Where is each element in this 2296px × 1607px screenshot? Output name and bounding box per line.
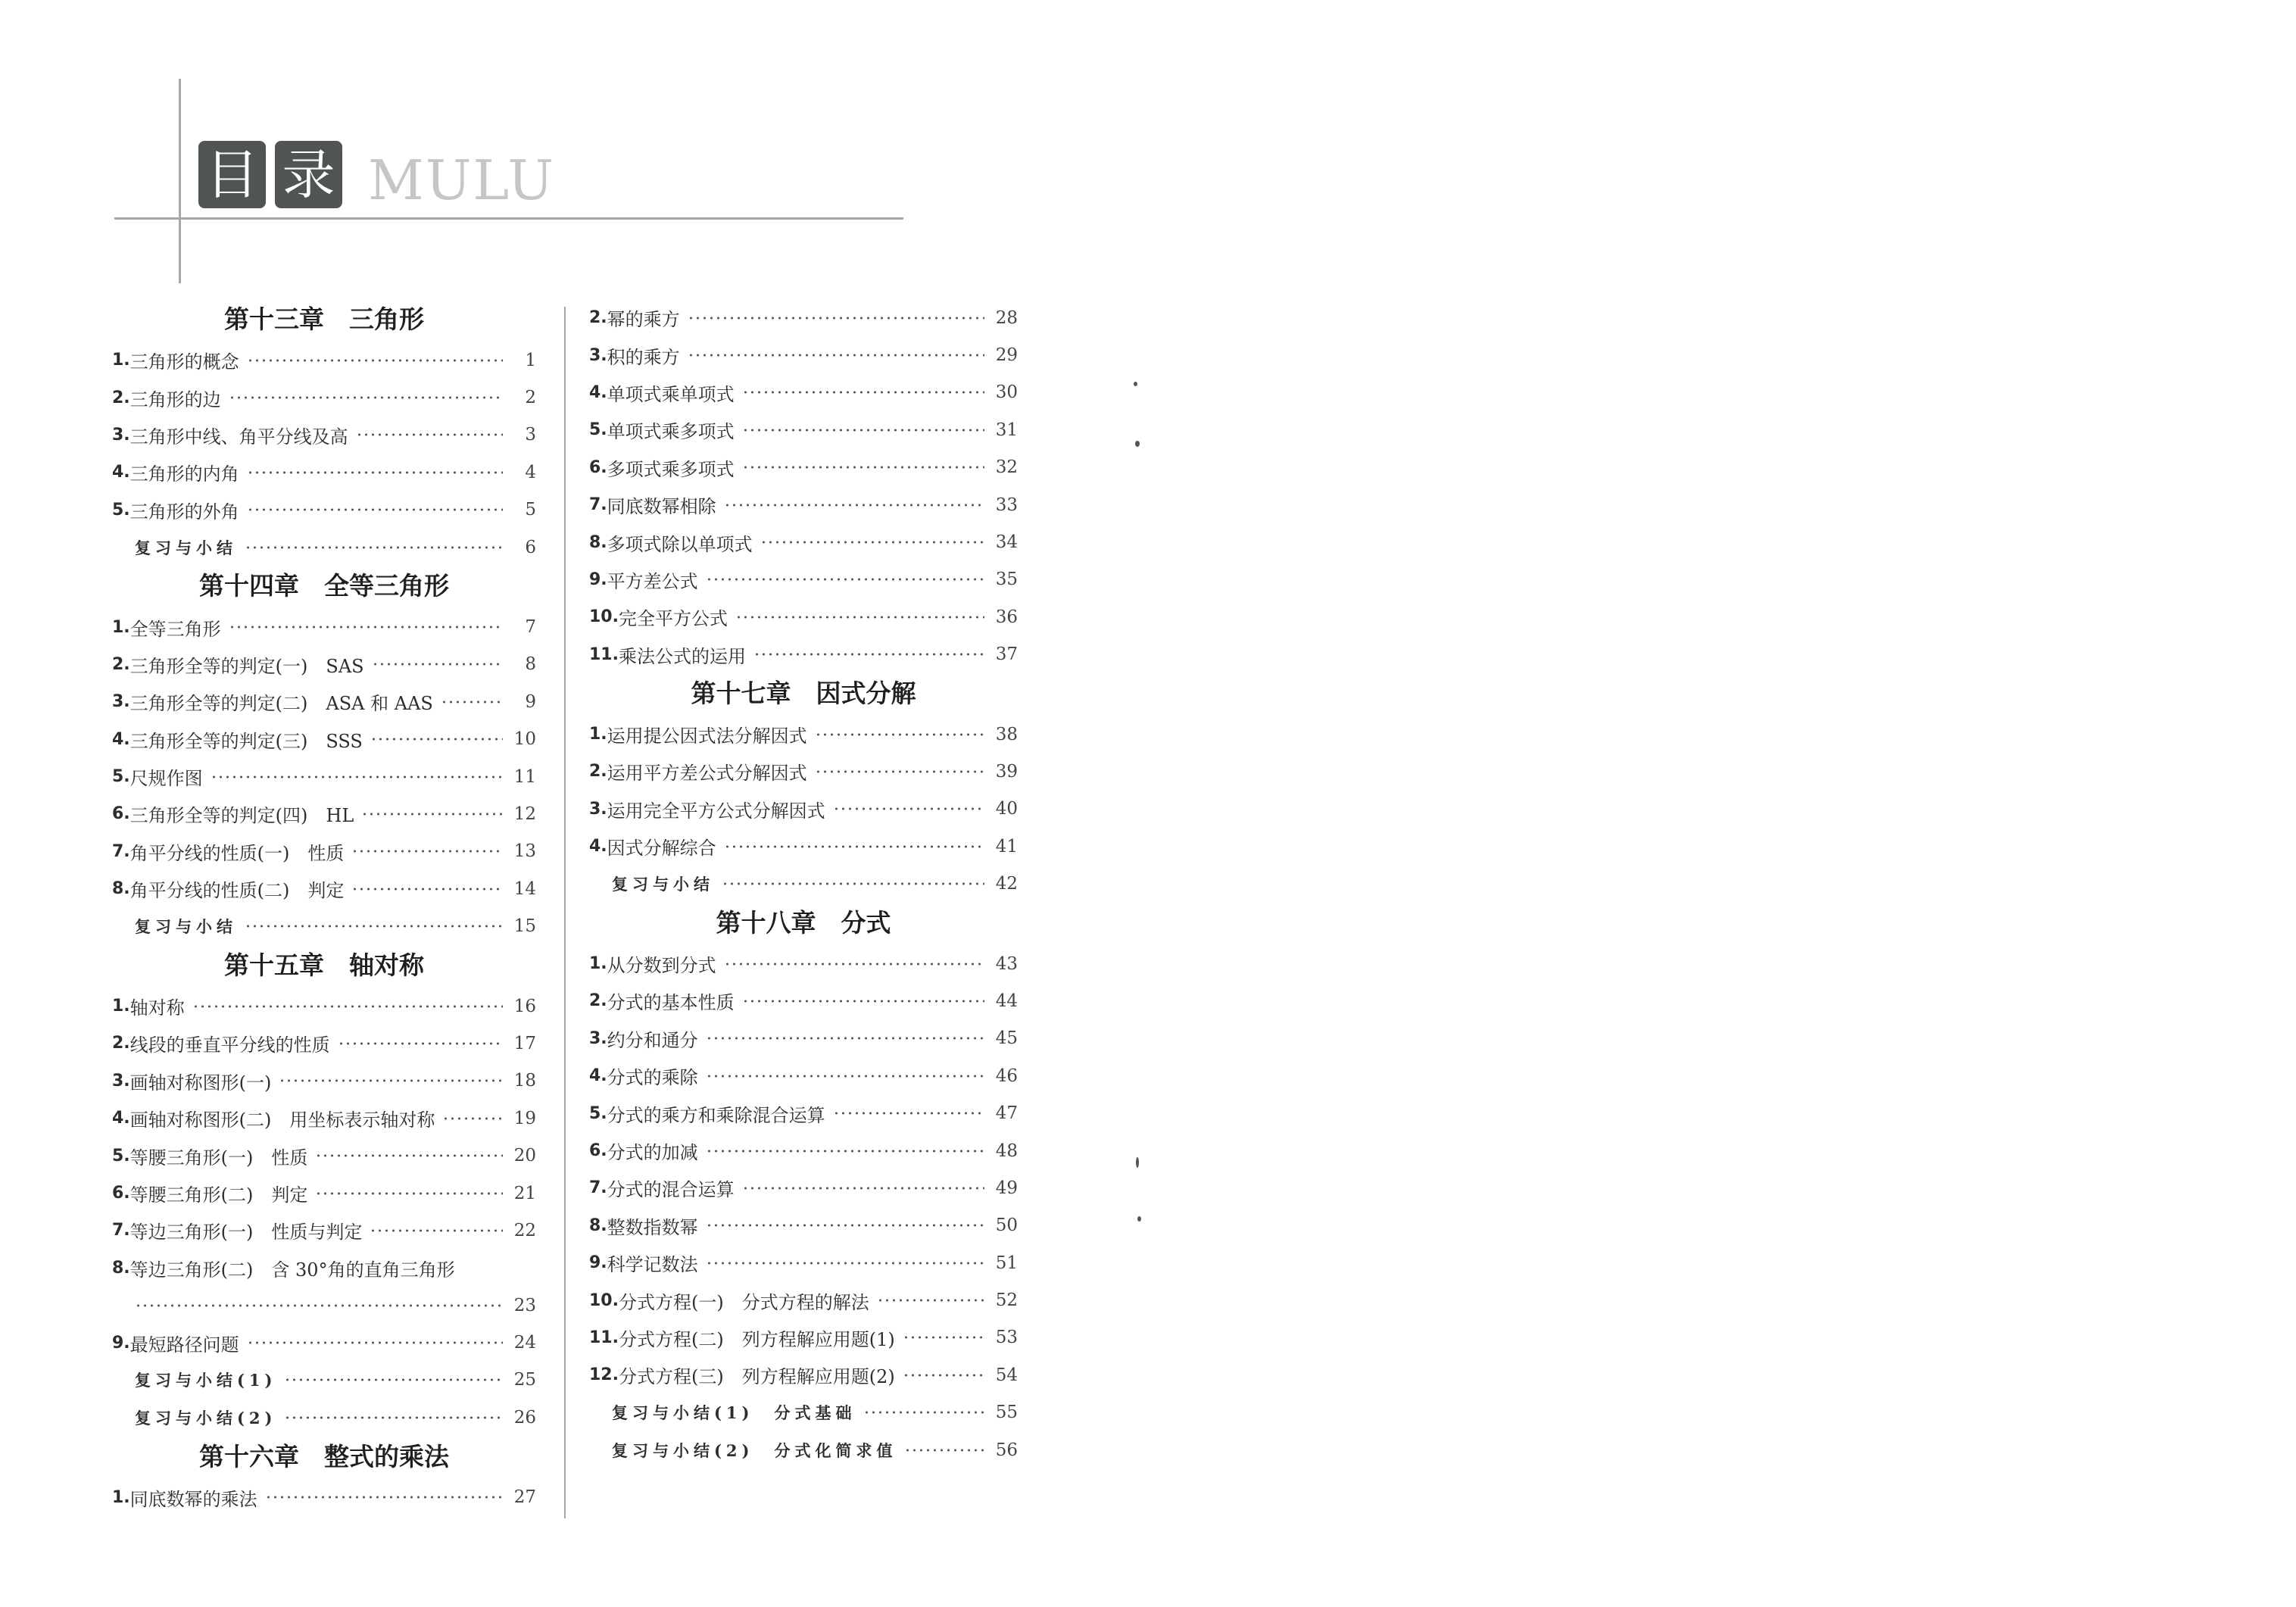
toc-entry[interactable]: [589, 486, 1018, 523]
page-number: 54: [995, 1365, 1018, 1385]
entry-title: 运用完全平方公式分解因式: [607, 800, 825, 822]
entry-title: 尺规作图: [129, 768, 203, 790]
entry-title: 分式的基本性质: [607, 992, 735, 1014]
toc-entry[interactable]: [589, 523, 1018, 560]
dot-leader: [442, 1117, 503, 1120]
entry-title: 从分数到分式: [607, 955, 716, 977]
toc-review-entry[interactable]: [112, 1362, 536, 1399]
toc-left-column: [112, 299, 536, 1516]
entry-title: 三角形的边: [129, 388, 221, 410]
dot-leader: [135, 1304, 503, 1307]
dot-leader: [903, 1336, 984, 1339]
dot-leader: [265, 1496, 503, 1499]
page-number: 21: [513, 1183, 536, 1203]
toc-entry[interactable]: [112, 417, 536, 454]
dot-leader: [192, 1005, 503, 1008]
entry-number: 3.: [589, 345, 607, 365]
entry-number: 9.: [112, 1333, 130, 1353]
dot-leader: [742, 466, 984, 469]
entry-title: 等腰三角形(二) 判定: [129, 1184, 308, 1206]
toc-entry[interactable]: [589, 449, 1018, 486]
entry-number: 7.: [589, 495, 607, 515]
entry-title: 等边三角形(二) 含 30°角的直角三角形: [129, 1259, 455, 1281]
entry-title: 三角形全等的判定(四) HL: [129, 805, 354, 827]
entry-title: 三角形全等的判定(三) SSS: [129, 730, 363, 752]
toc-entry[interactable]: [112, 870, 536, 907]
toc-title: [198, 141, 342, 208]
entry-title: 角平分线的性质(二) 判定: [129, 880, 345, 902]
entry-number: 8.: [589, 532, 607, 552]
toc-entry[interactable]: [112, 1100, 536, 1137]
toc-entry[interactable]: [589, 1244, 1018, 1281]
entry-title: 线段的垂直平分线的性质: [129, 1034, 330, 1056]
scan-speck: [1136, 1157, 1139, 1168]
dot-leader: [245, 546, 503, 549]
toc-entry[interactable]: [589, 716, 1018, 753]
toc-review-entry[interactable]: [112, 529, 536, 566]
dot-leader: [706, 1150, 984, 1153]
toc-entry[interactable]: [589, 411, 1018, 448]
entry-number: 1.: [112, 997, 130, 1016]
page-number: 14: [513, 878, 536, 899]
entry-title: 等腰三角形(一) 性质: [129, 1147, 308, 1169]
toc-entry[interactable]: [589, 1094, 1018, 1131]
dot-leader: [903, 1374, 984, 1377]
page-number: 5: [525, 500, 536, 520]
page-number: 33: [995, 495, 1018, 515]
entry-number: 5.: [589, 1103, 607, 1123]
toc-entry[interactable]: [589, 1319, 1018, 1356]
entry-number: 6.: [112, 804, 130, 824]
dot-leader: [833, 807, 984, 810]
dot-leader: [372, 663, 503, 666]
entry-title: 分式的乘除: [607, 1067, 698, 1089]
entry-number: 12.: [589, 1365, 619, 1385]
header-vertical-rule: [179, 79, 181, 283]
toc-entry[interactable]: [589, 299, 1018, 336]
page-number: 42: [995, 874, 1018, 894]
dot-leader: [361, 813, 503, 816]
entry-title: 画轴对称图形(一): [129, 1072, 272, 1094]
dot-leader: [742, 391, 984, 394]
toc-entry[interactable]: [112, 833, 536, 870]
entry-number: 2.: [112, 388, 130, 407]
page-number: 18: [513, 1071, 536, 1091]
entry-number: 2.: [589, 762, 607, 782]
entry-number: 4.: [589, 1066, 607, 1086]
entry-number: 5.: [589, 420, 607, 440]
toc-entry[interactable]: [589, 1281, 1018, 1318]
dot-leader: [724, 963, 984, 966]
page-number: 19: [513, 1108, 536, 1128]
dot-leader: [722, 882, 984, 885]
page-number: 16: [513, 996, 536, 1016]
page-number: 20: [513, 1146, 536, 1166]
toc-entry[interactable]: [112, 491, 536, 529]
entry-number: 5.: [112, 1146, 130, 1165]
dot-leader: [284, 1378, 503, 1381]
entry-title: 多项式除以单项式: [607, 533, 753, 555]
entry-title: 复习与小结: [135, 917, 237, 937]
page-number: 53: [995, 1328, 1018, 1348]
entry-number: 5.: [112, 500, 130, 520]
entry-number: 1.: [112, 351, 130, 370]
page-number: 29: [995, 345, 1018, 366]
dot-leader: [279, 1079, 503, 1082]
entry-number: 1.: [112, 1487, 130, 1507]
entry-number: 1.: [589, 954, 607, 974]
toc-entry[interactable]: [112, 1324, 536, 1361]
entry-number: 1.: [589, 725, 607, 744]
toc-review-entry[interactable]: [112, 907, 536, 944]
entry-title: 复习与小结: [612, 875, 714, 894]
dot-leader: [351, 850, 503, 853]
toc-entry[interactable]: [589, 336, 1018, 373]
dot-leader: [877, 1299, 984, 1302]
entry-number: 2.: [112, 1034, 130, 1053]
dot-leader: [742, 1187, 984, 1190]
page-number: 1: [525, 350, 536, 370]
entry-title: 分式方程(二) 列方程解应用题(1): [618, 1328, 895, 1350]
entry-title: 三角形中线、角平分线及高: [129, 426, 348, 448]
entry-number: 3.: [112, 692, 130, 712]
page-number: 15: [513, 916, 536, 937]
page-number: 9: [525, 691, 536, 712]
entry-title: 最短路径问题: [129, 1334, 239, 1356]
page-number: 11: [513, 766, 536, 787]
page-number: 36: [995, 607, 1018, 627]
toc-entry[interactable]: [589, 1207, 1018, 1244]
entry-title: 复习与小结(1) 分式基础: [612, 1403, 856, 1423]
toc-review-entry[interactable]: [589, 1431, 1018, 1468]
entry-title: 三角形全等的判定(一) SAS: [129, 655, 364, 677]
dot-leader: [370, 738, 503, 741]
entry-title: 同底数幂的乘法: [129, 1488, 257, 1510]
entry-title: 分式方程(三) 列方程解应用题(2): [618, 1366, 895, 1388]
entry-title: 同底数幂相除: [607, 496, 716, 518]
dot-leader: [229, 626, 503, 629]
dot-leader: [815, 770, 984, 773]
entry-number: 2.: [112, 654, 130, 674]
page-number: 49: [995, 1178, 1018, 1198]
entry-title: 分式的混合运算: [607, 1179, 735, 1201]
entry-number: 8.: [112, 879, 130, 899]
page-number: 13: [513, 841, 536, 862]
page-number: 8: [525, 654, 536, 675]
toc-entry[interactable]: [112, 1479, 536, 1516]
page-number: 30: [995, 382, 1018, 403]
entry-number: 6.: [589, 1141, 607, 1160]
entry-title: 等边三角形(一) 性质与判定: [129, 1222, 363, 1243]
page-number: 32: [995, 457, 1018, 478]
dot-leader: [833, 1112, 984, 1115]
toc-entry[interactable]: [589, 1057, 1018, 1094]
title-pinyin: MULU: [368, 148, 555, 212]
page-number: 47: [995, 1103, 1018, 1124]
page-number: 34: [995, 532, 1018, 553]
page-number: 45: [995, 1028, 1018, 1049]
dot-leader: [245, 925, 503, 928]
entry-number: 6.: [112, 1184, 130, 1203]
dot-leader: [742, 1000, 984, 1003]
toc-entry[interactable]: [589, 828, 1018, 865]
toc-entry[interactable]: [589, 791, 1018, 828]
page-number: 17: [513, 1033, 536, 1053]
page-number: 25: [513, 1370, 536, 1390]
dot-leader: [315, 1154, 503, 1157]
entry-title: 复习与小结(2): [135, 1408, 277, 1428]
dot-leader: [706, 1037, 984, 1040]
dot-leader: [247, 508, 503, 511]
chapter-heading: 第十八章 分式: [716, 907, 891, 938]
toc-entry[interactable]: [112, 1212, 536, 1249]
entry-number: 4.: [112, 1109, 130, 1128]
dot-leader: [815, 733, 984, 736]
entry-title: 整数指数幂: [607, 1216, 698, 1238]
entry-title: 完全平方公式: [618, 608, 728, 630]
toc-entry[interactable]: [589, 1356, 1018, 1393]
entry-number: 9.: [589, 569, 607, 589]
entry-title: 乘法公式的运用: [618, 645, 746, 667]
page-number: 44: [995, 991, 1018, 1011]
entry-title: 运用提公因式法分解因式: [607, 725, 807, 747]
dot-leader: [211, 775, 503, 779]
entry-title: 分式的加减: [607, 1142, 698, 1163]
entry-number: 1.: [112, 617, 130, 637]
dot-leader: [863, 1411, 984, 1414]
page-number: 40: [995, 799, 1018, 819]
entry-title: 幂的乘方: [607, 309, 680, 331]
entry-title: 因式分解综合: [607, 838, 716, 860]
entry-number: 4.: [112, 463, 130, 482]
entry-number: 9.: [589, 1253, 607, 1273]
chapter-heading: 第十三章 三角形: [224, 304, 424, 334]
toc-entry[interactable]: [112, 1175, 536, 1212]
dot-leader: [688, 317, 984, 320]
dot-leader: [760, 541, 984, 544]
toc-entry[interactable]: [589, 1169, 1018, 1206]
entry-title: 复习与小结(2) 分式化简求值: [612, 1440, 897, 1460]
page-number: 43: [995, 953, 1018, 974]
toc-entry[interactable]: [112, 342, 536, 379]
entry-number: 7.: [589, 1178, 607, 1198]
entry-title: 运用平方差公式分解因式: [607, 763, 807, 785]
entry-title: 全等三角形: [129, 618, 221, 640]
toc-entry[interactable]: [112, 683, 536, 720]
entry-title: 轴对称: [129, 997, 185, 1019]
page-number: 41: [995, 836, 1018, 857]
entry-number: 8.: [589, 1215, 607, 1235]
dot-leader: [753, 653, 984, 656]
chapter-heading: 第十四章 全等三角形: [199, 571, 449, 601]
toc-review-entry[interactable]: [112, 1399, 536, 1436]
title-char-mu: 目: [198, 141, 266, 208]
dot-leader: [284, 1416, 503, 1419]
page-number: 22: [513, 1220, 536, 1240]
entry-number: 3.: [589, 799, 607, 819]
title-char-lu: 录: [275, 141, 342, 208]
entry-number: 6.: [589, 457, 607, 477]
entry-title: 单项式乘单项式: [607, 383, 735, 405]
toc-entry[interactable]: [112, 379, 536, 416]
toc-entry[interactable]: [589, 636, 1018, 673]
entry-title: 积的乘方: [607, 346, 680, 368]
entry-number: 11.: [589, 1328, 619, 1347]
page-number: 48: [995, 1141, 1018, 1161]
entry-title: 分式方程(一) 分式方程的解法: [618, 1291, 869, 1313]
page-number: 35: [995, 569, 1018, 590]
toc-entry[interactable]: [589, 982, 1018, 1019]
chapter-heading: 第十六章 整式的乘法: [199, 1441, 449, 1471]
entry-title: 复习与小结(1): [135, 1371, 277, 1390]
chapter-heading: 第十五章 轴对称: [224, 950, 424, 980]
toc-entry[interactable]: [112, 646, 536, 683]
dot-leader: [229, 396, 503, 399]
entry-title: 三角形全等的判定(二) ASA 和 AAS: [129, 693, 433, 715]
page-number: 2: [525, 388, 536, 408]
toc-entry[interactable]: [112, 758, 536, 795]
entry-title: 复习与小结: [135, 538, 237, 557]
toc-entry[interactable]: [589, 945, 1018, 982]
dot-leader: [706, 578, 984, 581]
entry-title: 画轴对称图形(二) 用坐标表示轴对称: [129, 1109, 435, 1131]
entry-number: 2.: [589, 308, 607, 328]
toc-entry[interactable]: [589, 1020, 1018, 1057]
header-horizontal-rule: [114, 217, 903, 220]
dot-leader: [247, 1341, 503, 1344]
entry-number: 4.: [589, 382, 607, 402]
entry-title: 角平分线的性质(一) 性质: [129, 842, 345, 864]
entry-title: 三角形的外角: [129, 501, 239, 523]
entry-number: 4.: [589, 837, 607, 857]
toc-entry[interactable]: [589, 598, 1018, 635]
entry-title: 单项式乘多项式: [607, 421, 735, 443]
dot-leader: [724, 845, 984, 848]
entry-number: 8.: [112, 1258, 130, 1278]
toc-entry[interactable]: [112, 721, 536, 758]
page-number: 7: [525, 617, 536, 638]
dot-leader: [688, 354, 984, 357]
entry-number: 5.: [112, 767, 130, 787]
entry-title: 三角形的概念: [129, 351, 239, 373]
toc-entry[interactable]: [112, 1287, 536, 1324]
page-number: 39: [995, 761, 1018, 782]
entry-number: 11.: [589, 644, 619, 664]
entry-number: 7.: [112, 1221, 130, 1240]
page-number: 10: [513, 729, 536, 750]
toc-entry[interactable]: [112, 608, 536, 645]
page-number: 26: [513, 1407, 536, 1428]
dot-leader: [742, 429, 984, 432]
toc-entry[interactable]: [589, 753, 1018, 790]
page-number: 24: [513, 1333, 536, 1353]
entry-title: 约分和通分: [607, 1029, 698, 1051]
dot-leader: [370, 1229, 503, 1232]
dot-leader: [724, 504, 984, 507]
toc-entry[interactable]: [589, 561, 1018, 598]
scan-speck: [1134, 382, 1137, 386]
page-number: 28: [995, 307, 1018, 328]
toc-entry[interactable]: [112, 1137, 536, 1174]
page-number: 56: [995, 1440, 1018, 1460]
page-number: 50: [995, 1215, 1018, 1236]
dot-leader: [441, 701, 503, 704]
dot-leader: [706, 1075, 984, 1078]
page-number: 38: [995, 724, 1018, 744]
toc-entry[interactable]: [589, 1132, 1018, 1169]
entry-title: 分式的乘方和乘除混合运算: [607, 1104, 825, 1126]
page-number: 31: [995, 420, 1018, 440]
dot-leader: [338, 1042, 503, 1045]
entry-number: 10.: [589, 607, 619, 627]
page-number: 23: [513, 1295, 536, 1315]
dot-leader: [351, 888, 503, 891]
entry-title: 科学记数法: [607, 1254, 698, 1276]
toc-entry[interactable]: [112, 1025, 536, 1062]
page-number: 46: [995, 1066, 1018, 1086]
dot-leader: [706, 1224, 984, 1227]
page-number: 12: [513, 804, 536, 824]
dot-leader: [904, 1449, 984, 1452]
toc-review-entry[interactable]: [589, 1394, 1018, 1431]
entry-title: 平方差公式: [607, 570, 698, 592]
dot-leader: [315, 1192, 503, 1195]
dot-leader: [356, 433, 503, 436]
entry-number: 3.: [112, 1071, 130, 1091]
page-number: 55: [995, 1403, 1018, 1423]
dot-leader: [735, 616, 984, 619]
dot-leader: [706, 1262, 984, 1265]
toc-entry[interactable]: [112, 795, 536, 832]
page-number: 52: [995, 1290, 1018, 1311]
toc-entry[interactable]: [589, 374, 1018, 411]
toc-entry[interactable]: [112, 988, 536, 1025]
toc-entry[interactable]: [112, 1062, 536, 1100]
entry-number: 2.: [589, 991, 607, 1011]
page-number: 37: [995, 644, 1018, 665]
entry-number: 3.: [112, 425, 130, 445]
dot-leader: [247, 471, 503, 474]
toc-right-column: [589, 299, 1018, 1468]
entry-number: 10.: [589, 1290, 619, 1310]
column-divider: [564, 307, 566, 1518]
entry-title: 多项式乘多项式: [607, 458, 735, 480]
entry-number: 7.: [112, 841, 130, 861]
page-number: 4: [525, 462, 536, 482]
dot-leader: [247, 359, 503, 362]
page-number: 6: [525, 537, 536, 557]
page-number: 3: [525, 425, 536, 445]
entry-number: 4.: [112, 729, 130, 749]
toc-entry[interactable]: [112, 454, 536, 491]
chapter-heading: 第十七章 因式分解: [691, 678, 916, 708]
scan-speck: [1135, 441, 1140, 447]
entry-number: 3.: [589, 1028, 607, 1048]
entry-title: 三角形的内角: [129, 463, 239, 485]
toc-review-entry[interactable]: [589, 865, 1018, 902]
toc-entry[interactable]: [112, 1250, 536, 1287]
page-number: 27: [513, 1487, 536, 1508]
scan-speck: [1137, 1216, 1141, 1222]
page-number: 51: [995, 1253, 1018, 1273]
